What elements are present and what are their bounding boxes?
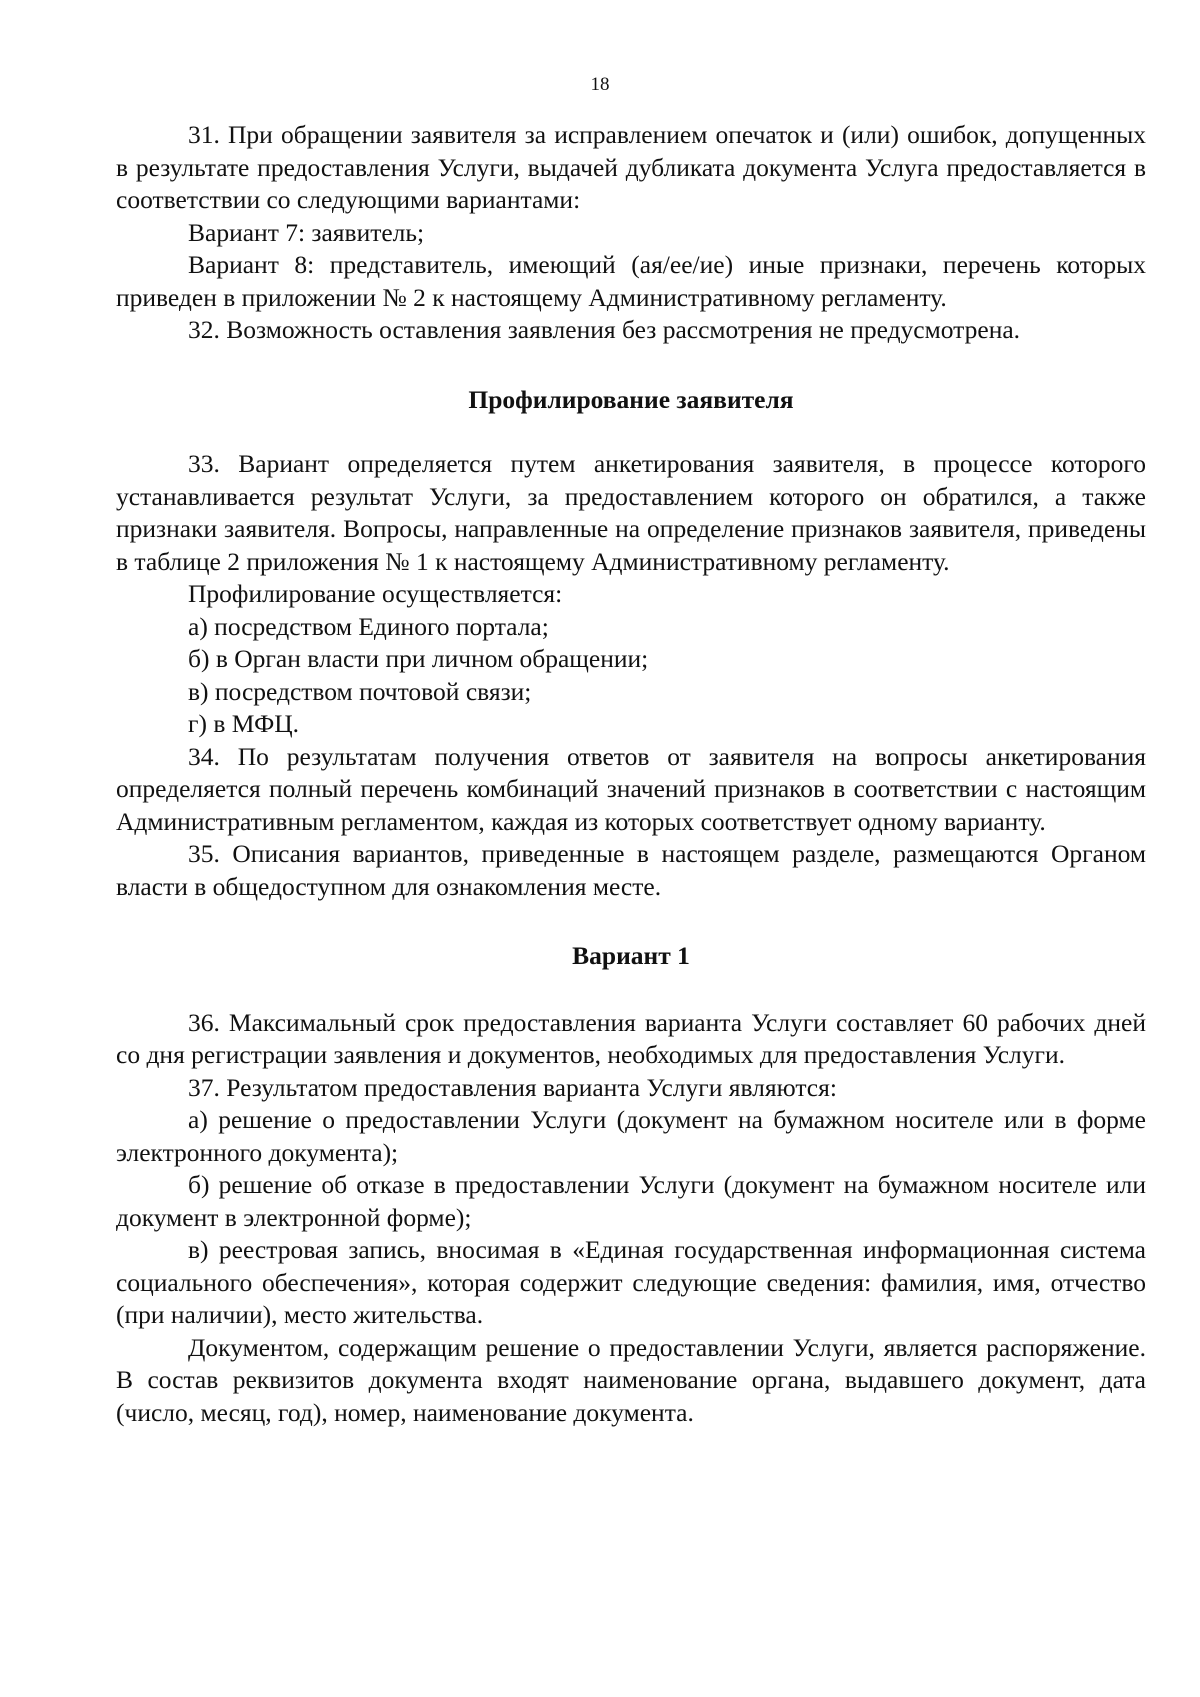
paragraph-35: 35. Описания вариантов, приведенные в настоящем разделе, размещаются Органом власти в общедоступном для ознакомления месте.	[116, 839, 1146, 901]
result-item-v: в) реестровая запись, вносимая в «Единая государственная информационная система социального обеспечения», которая содержит следующие сведения: фамилия, имя, отчество (при наличии), место жительства.	[116, 1235, 1146, 1329]
paragraph-32: 32. Возможность оставления заявления без рассмотрения не предусмотрена.	[188, 315, 1021, 344]
paragraph-37: 37. Результатом предоставления варианта Услуги являются:	[188, 1072, 837, 1102]
paragraph-34: 34. По результатам получения ответов от заявителя на вопросы анкетирования определяется полный перечень комбинаций значений признаков в соответствии с настоящим Административным регламентом, каждая из которых соответствует одному варианту.	[116, 741, 1146, 836]
heading-variant-1: Вариант 1	[572, 941, 690, 970]
list-item-a: а) посредством Единого портала;	[188, 611, 549, 641]
paragraph-variant-7: Вариант 7: заявитель;	[188, 217, 425, 247]
list-item-g: г) в МФЦ.	[188, 709, 300, 738]
result-item-a: а) решение о предоставлении Услуги (документ на бумажном носителе или в форме электронного документа);	[116, 1105, 1146, 1167]
paragraph-36: 36. Максимальный срок предоставления варианта Услуги составляет 60 рабочих дней со дня регистрации заявления и документов, необходимых для предоставления Услуги.	[116, 1007, 1146, 1069]
heading-profiling: Профилирование заявителя	[468, 384, 794, 414]
page-number: 18	[590, 74, 610, 95]
paragraph-document-decision: Документом, содержащим решение о предоставлении Услуги, является распоряжение. В состав реквизитов документа входят наименование органа, выдавшего документ, дата (число, месяц, год), номер, наименование документа.	[116, 1332, 1146, 1427]
result-item-b: б) решение об отказе в предоставлении Услуги (документ на бумажном носителе или документ в электронной форме);	[116, 1170, 1146, 1232]
paragraph-profiling-intro: Профилирование осуществляется:	[188, 579, 563, 608]
paragraph-31: 31. При обращении заявителя за исправлением опечаток и (или) ошибок, допущенных в результате предоставления Услуги, выдачей дубликата документа Услуга предоставляется в соответствии со следующими вариантами:	[116, 120, 1146, 214]
document-body	[116, 119, 1146, 1429]
list-item-v: в) посредством почтовой связи;	[188, 676, 532, 706]
paragraph-33: 33. Вариант определяется путем анкетирования заявителя, в процессе которого устанавливается результат Услуги, за предоставлением которого он обратился, а также признаки заявителя. Вопросы, направленные на определение признаков заявителя, приведены в таблице 2 приложения № 1 к настоящему Административному регламенту.	[116, 449, 1146, 576]
paragraph-variant-8: Вариант 8: представитель, имеющий (ая/ее/ие) иные признаки, перечень которых приведен в приложении № 2 к настоящему Административному регламенту.	[116, 250, 1146, 312]
list-item-b: б) в Орган власти при личном обращении;	[188, 644, 649, 673]
